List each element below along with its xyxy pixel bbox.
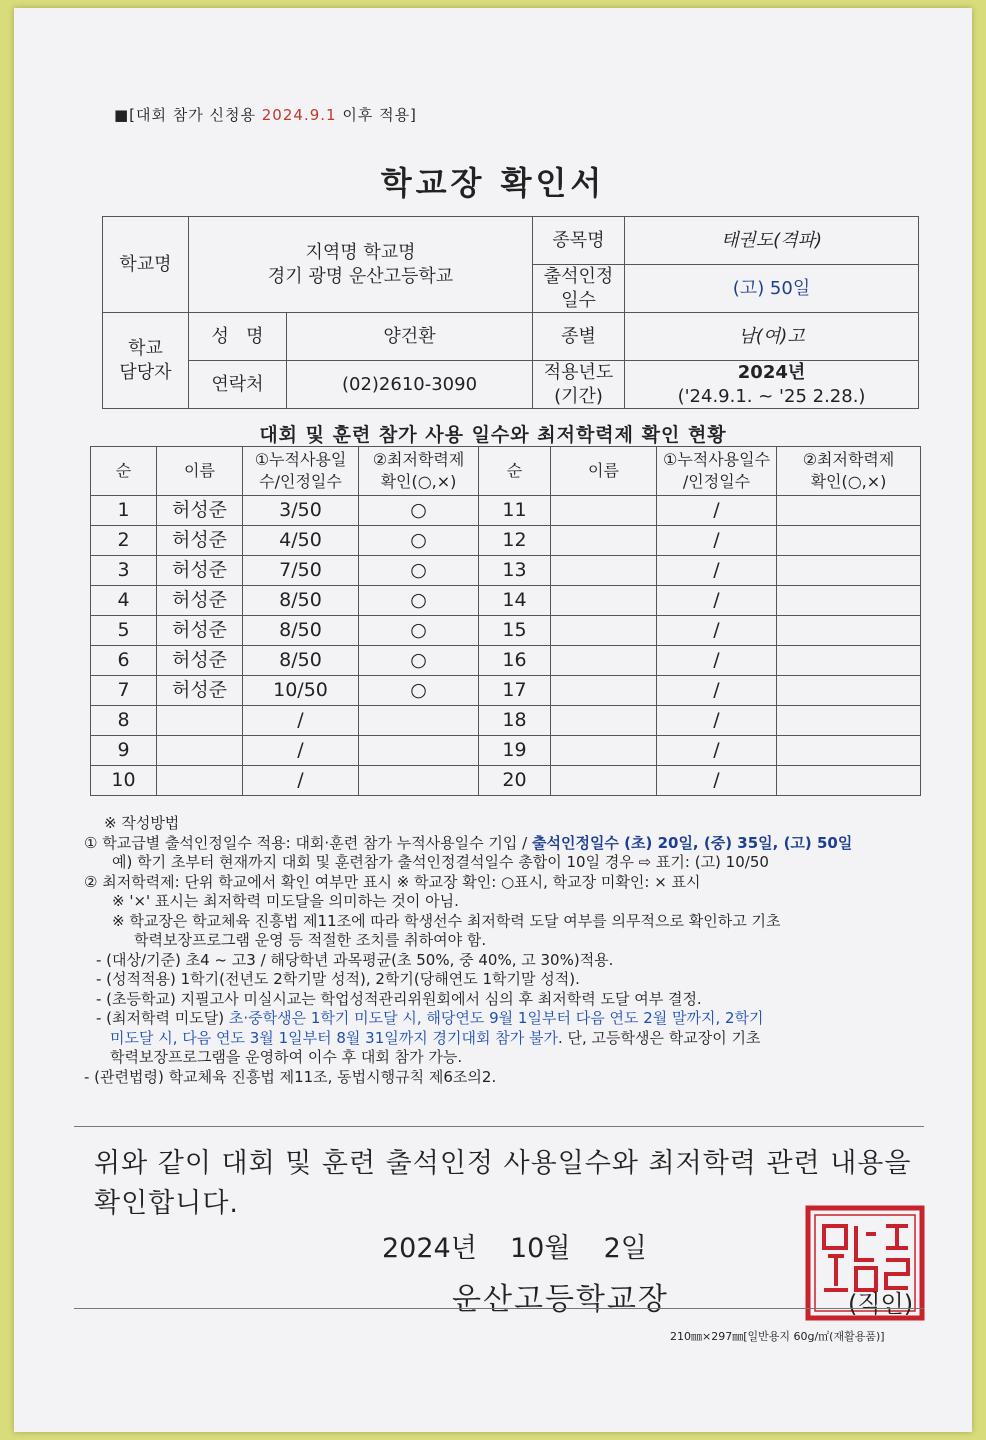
contact-label — [103, 313, 189, 409]
row-no: 18 — [479, 706, 551, 736]
row-check: ○ — [359, 676, 479, 706]
row-check — [777, 586, 921, 616]
row-no: 8 — [91, 706, 157, 736]
attendance-label — [533, 265, 625, 313]
row-check — [777, 496, 921, 526]
header-academic-right-2: 확인(○,×) — [810, 472, 887, 491]
row-days: / — [657, 616, 777, 646]
header-note-prefix: ■[대회 참가 신청용 — [114, 106, 262, 124]
document-paper — [14, 8, 972, 1432]
row-no: 7 — [91, 676, 157, 706]
event-value: 태권도(격파) — [625, 217, 919, 265]
table-row — [91, 526, 921, 556]
row-check — [777, 616, 921, 646]
table-row — [91, 496, 921, 526]
note-1-a: ① 학교급별 출석인정일수 적용: 대회·훈련 참가 누적사용일수 기입 / — [84, 833, 532, 852]
header-academic-left — [359, 447, 479, 496]
row-check — [777, 706, 921, 736]
row-check — [359, 706, 479, 736]
row-check — [777, 526, 921, 556]
note-d2: - (성적적용) 1학기(전년도 2학기말 성적), 2학기(당해연도 1학기말 성적). — [96, 970, 580, 988]
seal-glyphs — [824, 1226, 908, 1290]
note-1 — [84, 834, 934, 854]
phone-label: 연락처 — [189, 361, 287, 409]
header-no-right: 순 — [479, 447, 551, 496]
note-4a: ※ 학교장은 학교체육 진흥법 제11조에 따라 학생선수 최저학력 도달 여부를 의무적으로 확인하고 기초 — [112, 911, 781, 930]
row-no: 12 — [479, 526, 551, 556]
row-no: 20 — [479, 766, 551, 796]
note-3: ※ '×' 표시는 최저학력 미도달을 의미하는 것이 아님. — [112, 892, 459, 910]
category-label: 종별 — [533, 313, 625, 361]
header-academic-right-1: ②최저학력제 — [802, 450, 895, 470]
row-no: 6 — [91, 646, 157, 676]
school-line2: 경기 광명 운산고등학교 — [267, 265, 454, 287]
table-row — [91, 676, 921, 706]
name-value: 양건환 — [287, 313, 533, 361]
header-academic-left-2: 확인(○,×) — [380, 472, 457, 491]
roster-header-row — [91, 447, 921, 496]
notes-heading: ※ 작성방법 — [104, 814, 180, 832]
year-value-period: ('24.9.1. ~ '25 2.28.) — [677, 385, 866, 407]
row-name: 허성준 — [157, 676, 243, 706]
row-days: / — [657, 736, 777, 766]
header-days-left-1: ①누적사용일 — [254, 450, 347, 470]
table-row — [91, 766, 921, 796]
table-row — [91, 646, 921, 676]
header-days-right-2: /인정일수 — [682, 472, 751, 491]
writing-instructions — [84, 814, 934, 1087]
note-4b: 학력보장프로그램 운영 등 적절한 조치를 취하여야 함. — [134, 931, 487, 949]
row-name — [157, 766, 243, 796]
row-days: / — [657, 706, 777, 736]
note-d3: - (초등학교) 지필고사 미실시교는 학업성적관리위원회에서 심의 후 최저학력 도달 여부 결정. — [96, 989, 702, 1008]
row-name: 허성준 — [157, 646, 243, 676]
row-check: ○ — [359, 496, 479, 526]
table-row — [91, 616, 921, 646]
row-name — [551, 736, 657, 766]
row-no: 9 — [91, 736, 157, 766]
principal-name: 운산고등학교장 — [452, 1282, 669, 1317]
row-no: 3 — [91, 556, 157, 586]
seal-mark-label: (직인) — [848, 1290, 914, 1318]
header-days-right — [657, 447, 777, 496]
row-no: 4 — [91, 586, 157, 616]
row-check: ○ — [359, 526, 479, 556]
row-days: / — [657, 556, 777, 586]
table-row — [91, 586, 921, 616]
contact-label-2: 담당자 — [119, 361, 172, 383]
confirmation-line-1: 위와 같이 대회 및 훈련 출석인정 사용일수와 최저학력 관련 내용을 — [94, 1148, 912, 1179]
table-row — [91, 706, 921, 736]
note-d4a-2: 초·중학생은 1학기 미도달 시, 해당연도 9월 1일부터 다음 연도 2월 말까지, 2학기 — [228, 1009, 764, 1027]
attendance-label-2: 일수 — [561, 289, 596, 311]
row-check — [359, 736, 479, 766]
note-d1: - (대상/기준) 초4 ~ 고3 / 해당학년 과목평균(초 50%, 중 40%, 고 30%)적용. — [96, 950, 614, 969]
event-label: 종목명 — [533, 217, 625, 265]
row-days: / — [657, 646, 777, 676]
row-name — [551, 676, 657, 706]
row-no: 16 — [479, 646, 551, 676]
row-name — [551, 496, 657, 526]
note-1-example: 예) 학기 초부터 현재까지 대회 및 훈련참가 출석인정결석일수 총합이 10일 경우 ⇨ 표기: (고) 10/50 — [112, 853, 769, 871]
row-check: ○ — [359, 556, 479, 586]
issue-date: 2024년 10월 2일 — [382, 1233, 647, 1264]
contact-label-1: 학교 — [128, 338, 163, 360]
row-name: 허성준 — [157, 556, 243, 586]
row-days: / — [243, 706, 359, 736]
row-name: 허성준 — [157, 526, 243, 556]
note-2: ② 최저학력제: 단위 학교에서 확인 여부만 표시 ※ 학교장 확인: ○표시, 학교장 미확인: × 표시 — [84, 872, 701, 891]
row-days: 4/50 — [243, 526, 359, 556]
year-label — [533, 361, 625, 409]
row-name — [551, 706, 657, 736]
row-days: 7/50 — [243, 556, 359, 586]
row-no: 13 — [479, 556, 551, 586]
row-check: ○ — [359, 646, 479, 676]
row-name: 허성준 — [157, 496, 243, 526]
row-no: 11 — [479, 496, 551, 526]
roster-title: 대회 및 훈련 참가 사용 일수와 최저학력제 확인 현황 — [259, 424, 727, 446]
row-days: 8/50 — [243, 616, 359, 646]
category-value: 남(여)고 — [625, 313, 919, 361]
year-label-2: (기간) — [554, 385, 603, 407]
header-name-left: 이름 — [157, 447, 243, 496]
row-no: 1 — [91, 496, 157, 526]
school-line1: 지역명 학교명 — [305, 242, 416, 264]
confirmation-text — [94, 1144, 924, 1224]
row-days: 8/50 — [243, 586, 359, 616]
header-name-right: 이름 — [551, 447, 657, 496]
header-days-left-2: 수/인정일수 — [259, 472, 342, 491]
row-no: 17 — [479, 676, 551, 706]
row-check — [777, 556, 921, 586]
note-d4b-2: . 단, 고등학생은 학교장이 기초 — [557, 1028, 761, 1047]
confirmation-line-2: 확인합니다. — [94, 1188, 239, 1219]
row-name — [157, 706, 243, 736]
note-d5: - (관련법령) 학교체육 진흥법 제11조, 동법시행규칙 제6조의2. — [84, 1067, 497, 1086]
row-name: 허성준 — [157, 586, 243, 616]
row-no: 2 — [91, 526, 157, 556]
header-academic-left-1: ②최저학력제 — [372, 450, 465, 470]
row-no: 5 — [91, 616, 157, 646]
info-table — [102, 216, 919, 409]
roster-body — [91, 496, 921, 796]
row-check — [777, 766, 921, 796]
row-days: / — [243, 736, 359, 766]
row-name — [551, 616, 657, 646]
row-days: / — [243, 766, 359, 796]
header-days-right-1: ①누적사용일수 — [662, 450, 771, 470]
school-label: 학교명 — [103, 217, 189, 313]
row-days: / — [657, 676, 777, 706]
row-days: 8/50 — [243, 646, 359, 676]
header-note — [114, 104, 417, 125]
row-days: / — [657, 586, 777, 616]
row-check: ○ — [359, 586, 479, 616]
note-d4c: 학력보장프로그램을 운영하여 이수 후 대회 참가 가능. — [110, 1048, 463, 1066]
note-d4b — [84, 1029, 934, 1049]
row-check — [777, 646, 921, 676]
header-no-left: 순 — [91, 447, 157, 496]
table-row — [91, 556, 921, 586]
paper-spec-footer: 210㎜×297㎜[일반용지 60g/㎡(재활용품)] — [670, 1330, 885, 1343]
year-value-year: 2024년 — [737, 362, 806, 384]
row-days: 3/50 — [243, 496, 359, 526]
row-check — [359, 766, 479, 796]
row-name — [551, 646, 657, 676]
row-days: / — [657, 496, 777, 526]
header-note-suffix: 이후 적용] — [336, 106, 417, 124]
row-no: 19 — [479, 736, 551, 766]
note-d4a — [84, 1009, 934, 1029]
name-label: 성 명 — [189, 313, 287, 361]
attendance-label-1: 출석인정 — [543, 266, 614, 288]
row-days: 10/50 — [243, 676, 359, 706]
row-no: 15 — [479, 616, 551, 646]
divider-top — [74, 1126, 924, 1127]
table-row — [91, 736, 921, 766]
document-title: 학교장 확인서 — [380, 164, 606, 202]
header-note-date: 2024.9.1 — [261, 106, 337, 124]
row-name — [551, 526, 657, 556]
row-no: 10 — [91, 766, 157, 796]
row-days: / — [657, 766, 777, 796]
note-d4a-1: - (최저학력 미도달) — [96, 1009, 229, 1027]
divider-bottom — [74, 1308, 924, 1309]
row-name — [551, 586, 657, 616]
roster-table — [90, 446, 921, 796]
row-name — [157, 736, 243, 766]
note-1-b: 출석인정일수 (초) 20일, (중) 35일, (고) 50일 — [531, 833, 853, 852]
row-name: 허성준 — [157, 616, 243, 646]
row-name — [551, 556, 657, 586]
row-check: ○ — [359, 616, 479, 646]
header-academic-right — [777, 447, 921, 496]
attendance-value: (고) 50일 — [625, 265, 919, 313]
header-days-left — [243, 447, 359, 496]
school-value — [189, 217, 533, 313]
row-check — [777, 676, 921, 706]
row-no: 14 — [479, 586, 551, 616]
row-days: / — [657, 526, 777, 556]
row-check — [777, 736, 921, 766]
phone-value: (02)2610-3090 — [287, 361, 533, 409]
year-label-1: 적용년도 — [543, 362, 614, 384]
year-value — [625, 361, 919, 409]
note-d4b-1: 미도달 시, 다음 연도 3월 1일부터 8월 31일까지 경기대회 참가 불가 — [110, 1028, 558, 1047]
row-name — [551, 766, 657, 796]
